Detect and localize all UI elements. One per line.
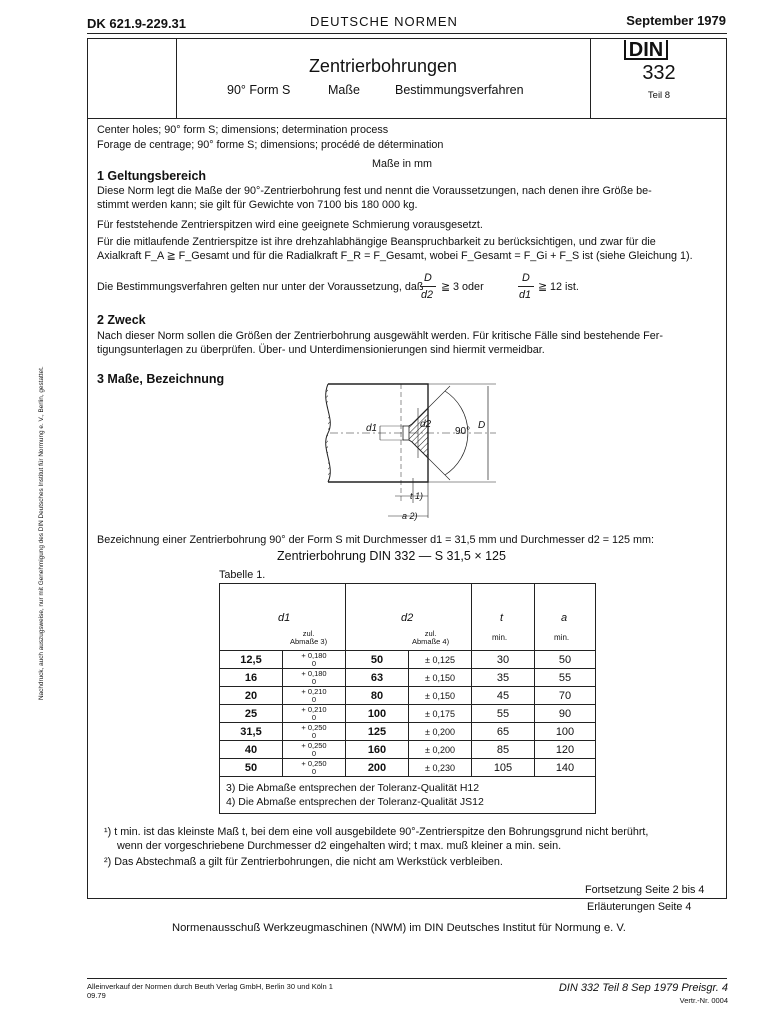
din-part: Teil 8 xyxy=(647,90,671,101)
cell-d1: 31,5 xyxy=(220,723,283,741)
din-logo: DIN xyxy=(624,40,668,60)
header-d1-zul: zul. xyxy=(302,629,315,638)
section-1-paragraph-1a: Diese Norm legt die Maße der 90°-Zentrierbohrung fest und nennt die Voraussetzungen, nach denen ihre Größe be- xyxy=(97,185,652,197)
header-t-min: min. xyxy=(492,633,508,642)
cell-d2: 160 xyxy=(346,741,409,759)
cell-d1-tolerance-upper: + 0,250 xyxy=(301,740,327,750)
cell-a: 50 xyxy=(535,651,596,669)
section-1-paragraph-3a: Für die mitlaufende Zentrierspitze ist ihre drehzahlabhängige Beanspruchbarkeit zu berücksichtigen, und zwar für die xyxy=(97,236,656,248)
cell-d1-tolerance-lower: 0 xyxy=(311,766,317,776)
footer-edition-code: 09.79 xyxy=(87,991,106,1000)
continuation-line-2: Erläuterungen Seite 4 xyxy=(587,901,692,913)
table-row xyxy=(220,741,596,759)
table-row xyxy=(220,669,596,687)
cell-d2: 50 xyxy=(346,651,409,669)
header-d1-label: d1 xyxy=(278,612,291,624)
cell-d1-tolerance xyxy=(283,759,346,777)
label-d1: d1 xyxy=(366,423,378,434)
cell-d2-tolerance: ± 0,150 xyxy=(409,669,472,687)
section-1-paragraph-4-post: ≧ 12 ist. xyxy=(538,281,579,293)
cell-d1: 50 xyxy=(220,759,283,777)
cell-t: 45 xyxy=(472,687,535,705)
cell-a: 55 xyxy=(535,669,596,687)
header-d2-abmasse: Abmaße 4) xyxy=(412,637,450,646)
issue-date: September 1979 xyxy=(626,13,726,28)
dk-number: DK 621.9-229.31 xyxy=(87,16,187,31)
table-note-4: 4) Die Abmaße entsprechen der Toleranz-Qualität JS12 xyxy=(226,796,484,808)
header-d2 xyxy=(346,584,472,651)
header-a-label: a xyxy=(561,612,568,624)
table-row xyxy=(220,651,596,669)
reprint-notice: Nachdruck, auch auszugsweise, nur mit Genehmigung des DIN Deutsches Institut für Normung e. V., Berlin, gestattet. xyxy=(38,366,45,700)
continuation-line-1: Fortsetzung Seite 2 bis 4 xyxy=(585,884,705,896)
section-2-paragraph-b: tigungsunterlagen zu überprüfen. Über- und Unterdimensionierungen sind hiermit vermeidbar. xyxy=(97,344,545,356)
label-t: t 1) xyxy=(410,491,424,501)
footnote-2: ²) Das Abstechmaß a gilt für Zentrierbohrungen, die nicht am Werkstück verbleiben. xyxy=(104,856,503,868)
cell-d2: 63 xyxy=(346,669,409,687)
subtitle-method: Bestimmungsverfahren xyxy=(395,83,524,97)
cell-t: 65 xyxy=(472,723,535,741)
cell-t: 85 xyxy=(472,741,535,759)
cell-d1: 16 xyxy=(220,669,283,687)
cell-d1-tolerance-upper: + 0,210 xyxy=(301,704,327,714)
table-row xyxy=(220,759,596,777)
cell-a: 90 xyxy=(535,705,596,723)
footer-publisher-line: Alleinverkauf der Normen durch Beuth Verlag GmbH, Berlin 30 und Köln 1 xyxy=(87,982,333,991)
cell-d1-tolerance xyxy=(283,651,346,669)
cell-t: 105 xyxy=(472,759,535,777)
deutsche-normen-heading: DEUTSCHE NORMEN xyxy=(310,14,458,29)
section-2-paragraph-a: Nach dieser Norm sollen die Größen der Zentrierbohrung ausgewählt werden. Für kritische Fälle sind bestehende Fer- xyxy=(97,330,663,342)
title-divider-left xyxy=(176,38,177,119)
cell-d2-tolerance: ± 0,200 xyxy=(409,723,472,741)
english-title: Center holes; 90° form S; dimensions; determination process xyxy=(97,124,389,136)
french-title: Forage de centrage; 90° forme S; dimensions; procédé de détermination xyxy=(97,139,444,151)
header-t-label: t xyxy=(500,612,504,624)
cell-d1: 12,5 xyxy=(220,651,283,669)
cell-a: 70 xyxy=(535,687,596,705)
cell-d2: 100 xyxy=(346,705,409,723)
table-row xyxy=(220,687,596,705)
table-caption: Tabelle 1. xyxy=(219,569,266,581)
units-note: Maße in mm xyxy=(372,158,432,170)
fraction-2-denominator: d1 xyxy=(519,289,532,301)
dimension-table xyxy=(219,583,596,814)
cell-d1-tolerance xyxy=(283,705,346,723)
cell-t: 30 xyxy=(472,651,535,669)
cell-d1: 40 xyxy=(220,741,283,759)
cell-d1-tolerance xyxy=(283,687,346,705)
cell-d1-tolerance-upper: + 0,180 xyxy=(301,650,327,660)
subtitle-dimensions: Maße xyxy=(328,83,360,97)
din-number: 332 xyxy=(642,62,676,84)
cell-d2: 80 xyxy=(346,687,409,705)
section-1-paragraph-2: Für feststehende Zentrierspitzen wird eine geeignete Schmierung vorausgesetzt. xyxy=(97,219,483,231)
cell-d1-tolerance-upper: + 0,210 xyxy=(301,686,327,696)
cell-a: 140 xyxy=(535,759,596,777)
section-1-paragraph-4-mid: ≧ 3 oder xyxy=(441,281,484,293)
footnote-1b: wenn der vorgeschriebene Durchmesser d2 eingehalten wird; t max. muß kleiner a min. sein. xyxy=(117,840,562,852)
section-1-paragraph-3b: Axialkraft F_A ≧ F_Gesamt und für die Radialkraft F_R = F_Gesamt, wobei F_Gesamt = F_Gi + F_S ist (siehe Gleichung 1). xyxy=(97,250,693,262)
label-d2: d2 xyxy=(420,419,432,430)
header-d2-label: d2 xyxy=(401,612,414,624)
cell-t: 35 xyxy=(472,669,535,687)
header-a-min: min. xyxy=(554,633,570,642)
footer-rule xyxy=(87,978,727,979)
header-a xyxy=(535,584,596,651)
cell-d1-tolerance-lower: 0 xyxy=(311,730,317,740)
header-d2-tolerance xyxy=(412,630,449,646)
cell-d1-tolerance xyxy=(283,669,346,687)
header-d1-tolerance xyxy=(290,630,327,646)
subtitle-form: 90° Form S xyxy=(227,83,291,97)
page-title: Zentrierbohrungen xyxy=(308,56,458,76)
section-1-paragraph-1b: stimmt werden kann; sie gilt für Gewichte von 7100 bis 180 000 kg. xyxy=(97,199,418,211)
label-a: a 2) xyxy=(402,511,418,521)
cell-d2-tolerance: ± 0,175 xyxy=(409,705,472,723)
cell-d2-tolerance: ± 0,230 xyxy=(409,759,472,777)
cell-d1-tolerance-upper: + 0,250 xyxy=(301,758,327,768)
cell-d1-tolerance-upper: + 0,250 xyxy=(301,722,327,732)
cell-t: 55 xyxy=(472,705,535,723)
cell-d2: 125 xyxy=(346,723,409,741)
header-d1-abmasse: Abmaße 3) xyxy=(290,637,328,646)
designation-sentence: Bezeichnung einer Zentrierbohrung 90° der Form S mit Durchmesser d1 = 31,5 mm und Durchmesser d2 = 125 mm: xyxy=(97,534,655,546)
table-note-3: 3) Die Abmaße entsprechen der Toleranz-Qualität H12 xyxy=(226,782,480,794)
header-rule xyxy=(87,33,727,34)
cell-d2-tolerance: ± 0,150 xyxy=(409,687,472,705)
cell-d1-tolerance-upper: + 0,180 xyxy=(301,668,327,678)
header-t xyxy=(472,584,535,651)
table-row xyxy=(220,723,596,741)
table-notes xyxy=(220,777,596,814)
cell-a: 120 xyxy=(535,741,596,759)
label-angle: 90° xyxy=(455,426,471,437)
cell-d2-tolerance: ± 0,200 xyxy=(409,741,472,759)
designation-example: Zentrierbohrung DIN 332 — S 31,5 × 125 xyxy=(277,549,506,563)
fraction-2-numerator: D xyxy=(522,272,530,284)
section-3-heading: 3 Maße, Bezeichnung xyxy=(97,372,225,386)
cell-a: 100 xyxy=(535,723,596,741)
fraction-2-bar xyxy=(518,286,534,287)
footnote-1a: ¹) t min. ist das kleinste Maß t, bei dem eine voll ausgebildete 90°-Zentrierspitze den Bohrungsgrund nicht berührt, xyxy=(104,826,649,838)
cell-d1-tolerance-lower: 0 xyxy=(311,712,317,722)
fraction-1-denominator: d2 xyxy=(421,289,434,301)
cell-d1-tolerance-lower: 0 xyxy=(311,658,317,668)
fraction-1-bar xyxy=(420,286,436,287)
cell-d1: 25 xyxy=(220,705,283,723)
fraction-1-numerator: D xyxy=(424,272,432,284)
cell-d1-tolerance xyxy=(283,723,346,741)
cell-d1-tolerance xyxy=(283,741,346,759)
footer-reference: DIN 332 Teil 8 Sep 1979 Preisgr. 4 xyxy=(558,982,728,994)
section-1-paragraph-4-pre: Die Bestimmungsverfahren gelten nur unter der Voraussetzung, daß xyxy=(97,281,424,293)
cell-d2: 200 xyxy=(346,759,409,777)
section-2-heading: 2 Zweck xyxy=(97,313,146,327)
cell-d1-tolerance-lower: 0 xyxy=(311,748,317,758)
footer-publisher xyxy=(87,982,333,1000)
center-hole-drawing xyxy=(300,378,520,528)
table-row xyxy=(220,705,596,723)
committee-name: Normenausschuß Werkzeugmaschinen (NWM) im DIN Deutsches Institut für Normung e. V. xyxy=(172,922,626,934)
header-d1 xyxy=(220,584,346,651)
section-1-heading: 1 Geltungsbereich xyxy=(97,169,207,183)
header-d2-zul: zul. xyxy=(424,629,437,638)
cell-d1-tolerance-lower: 0 xyxy=(311,694,317,704)
footer-vertr-number: Vertr.-Nr. 0004 xyxy=(679,996,728,1005)
cell-d2-tolerance: ± 0,125 xyxy=(409,651,472,669)
label-D: D xyxy=(478,420,486,431)
cell-d1: 20 xyxy=(220,687,283,705)
cell-d1-tolerance-lower: 0 xyxy=(311,676,317,686)
